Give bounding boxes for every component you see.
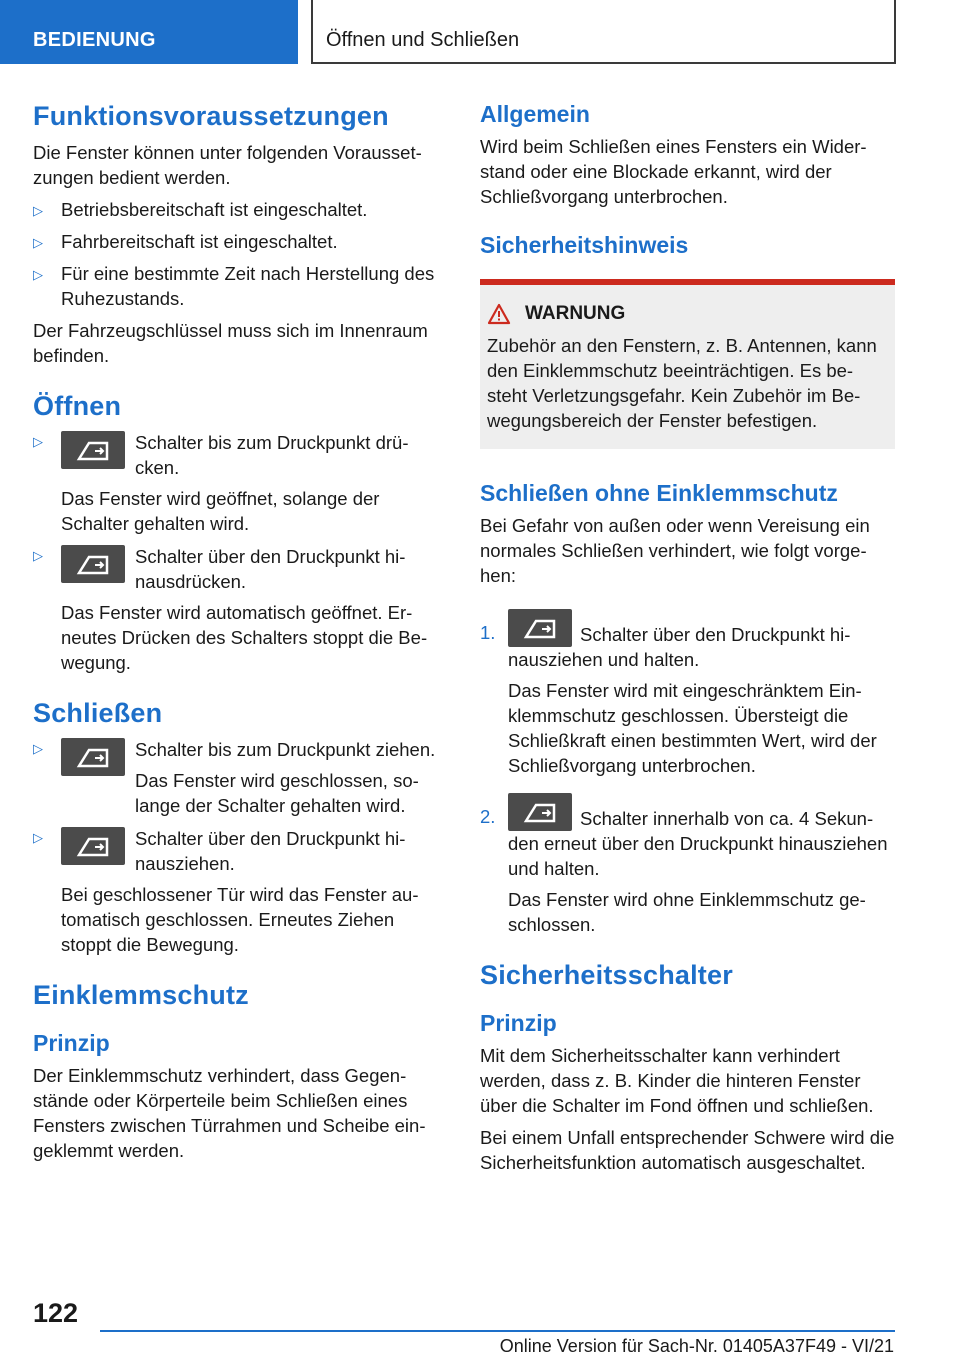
window-switch-icon: [61, 738, 125, 776]
triangle-bullet-icon: ▷: [33, 267, 43, 282]
list-item: ▷ Fahrbereitschaft ist eingeschaltet.: [33, 229, 445, 254]
window-switch-icon: [61, 545, 125, 583]
heading-oeffnen: Öffnen: [33, 391, 122, 421]
triangle-bullet-icon: ▷: [33, 830, 43, 845]
warning-box: [480, 279, 895, 449]
warning-triangle-icon: [487, 303, 511, 325]
triangle-bullet-icon: ▷: [33, 741, 43, 756]
page-number: 122: [33, 1298, 79, 1328]
left-column: [33, 100, 445, 1170]
window-switch-icon: [61, 827, 125, 865]
paragraph-prinzip: Der Einklemmschutz verhindert, dass Gegenstände oder Körperteile beim Schließen eines Fensters zwischen Türrahmen und Scheibe eingeklemmt werden.: [33, 1065, 426, 1161]
triangle-bullet-icon: ▷: [33, 548, 43, 563]
paragraph-prinzip-1: Mit dem Sicherheitsschalter kann verhindert werden, dass z. B. Kinder die hinteren Fenster über die Schalter im Fond öffnen und schließen.: [480, 1045, 874, 1116]
triangle-bullet-icon: ▷: [33, 434, 43, 449]
window-switch-icon: [508, 609, 572, 647]
list-item: ▷ Schalter über den Druckpunkt hinausdrücken. Das Fenster wird automatisch geöffnet. Erneutes Drücken des Schalters stoppt die Bewegung.: [33, 546, 428, 673]
list-item: ▷ Schalter über den Druckpunkt hinausziehen. Bei geschlossener Tür wird das Fenster automatisch geschlossen. Erneutes Ziehen stoppt die Bewegung.: [33, 828, 419, 955]
triangle-bullet-icon: ▷: [33, 203, 43, 218]
heading-schliessen: Schließen: [33, 698, 163, 728]
paragraph-voraussetzungen: Die Fenster können unter folgenden Voraussetzungen bedient werden.: [33, 142, 422, 188]
list-item: 2. Schalter innerhalb von ca. 4 Sekunden erneut über den Druckpunkt hinausziehen und halten. Das Fenster wird ohne Einklemmschutz geschlossen.: [480, 792, 895, 937]
heading-funktionsvoraussetzungen: Funktionsvoraussetzungen: [33, 101, 389, 131]
list-item: ▷ Für eine bestimmte Zeit nach Herstellung des Ruhezustands.: [33, 263, 435, 309]
warning-label: WARNUNG: [525, 303, 626, 324]
heading-prinzip-right: Prinzip: [480, 1010, 557, 1036]
heading-schliessen-ohne: Schließen ohne Einklemmschutz: [480, 480, 838, 506]
list-item: ▷ Betriebsbereitschaft ist eingeschaltet.: [33, 197, 445, 222]
heading-prinzip: Prinzip: [33, 1030, 110, 1056]
list-item: ▷ Schalter bis zum Druckpunkt drücken. Das Fenster wird geöffnet, solange der Schalter gehalten wird.: [33, 432, 409, 534]
window-switch-icon: [61, 431, 125, 469]
heading-sicherheitsschalter: Sicherheitsschalter: [480, 960, 733, 990]
list-item: ▷ Schalter bis zum Druckpunkt ziehen. Das Fenster wird geschlossen, solange der Schalter gehalten wird.: [33, 739, 436, 816]
warning-text: Zubehör an den Fenstern, z. B. Antennen, kann den Einklemmschutz beeinträchtigen. Es besteht Verletzungsgefahr. Kein Zubehör im Bewegungsbereich der Fenster befestigen.: [487, 335, 877, 431]
heading-einklemmschutz: Einklemmschutz: [33, 980, 249, 1010]
triangle-bullet-icon: ▷: [33, 235, 43, 250]
paragraph-key: Der Fahrzeugschlüssel muss sich im Innenraum befinden.: [33, 320, 428, 366]
window-switch-icon: [508, 793, 572, 831]
heading-allgemein: Allgemein: [480, 101, 590, 127]
paragraph-prinzip-2: Bei einem Unfall entsprechender Schwere wird die Sicherheitsfunktion automatisch ausgeschaltet.: [480, 1127, 895, 1173]
header-section: BEDIENUNG: [0, 0, 298, 64]
paragraph-ohne: Bei Gefahr von außen oder wenn Vereisung ein normales Schließen verhindert, wie folgt vorgehen:: [480, 515, 870, 586]
list-item: 1. Schalter über den Druckpunkt hinausziehen und halten. Das Fenster wird mit eingeschränktem Einklemmschutz geschlossen. Übersteigt die Schließkraft einen bestimmten Wert, wird der Schließvorgang unterbrochen.: [480, 608, 895, 778]
footer-online-version: Online Version für Sach-Nr. 01405A37F49 - VI/21: [499, 1336, 894, 1356]
heading-sicherheitshinweis: Sicherheitshinweis: [480, 232, 689, 258]
paragraph-allgemein: Wird beim Schließen eines Fensters ein Widerstand oder eine Blockade erkannt, wird der Schließvorgang unterbrochen.: [480, 136, 867, 207]
right-column: [480, 100, 895, 1182]
footer-divider: [100, 1330, 895, 1332]
header-chapter: Öffnen und Schließen: [311, 0, 896, 64]
